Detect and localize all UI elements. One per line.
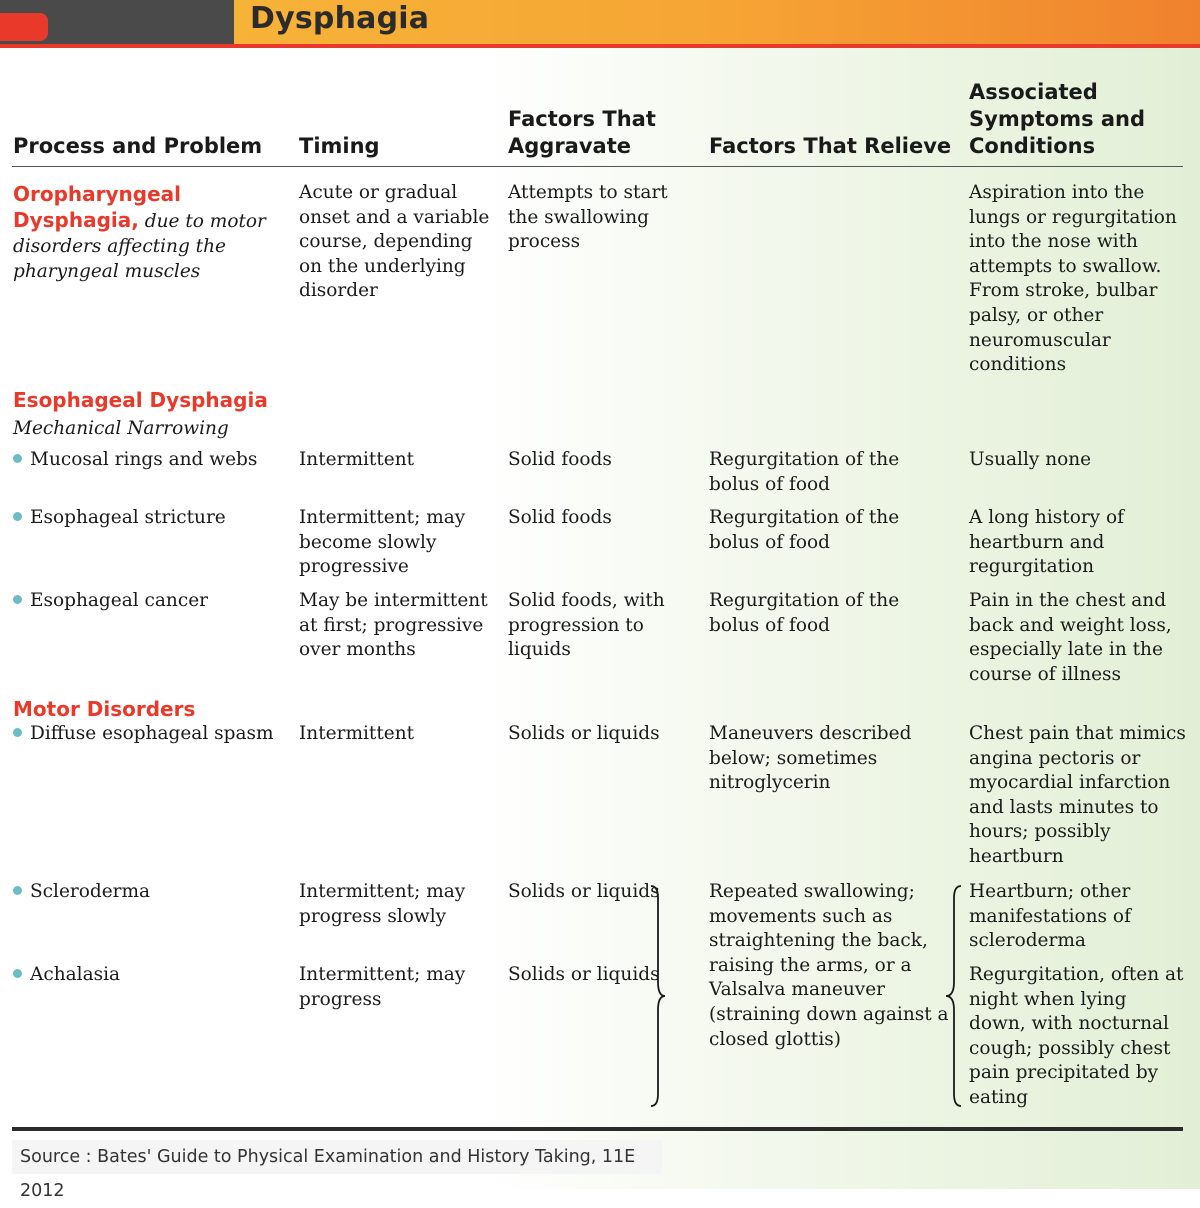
text-line: neuromuscular — [969, 329, 1111, 351]
header-associated-line: Conditions — [969, 134, 1096, 158]
text-line: Aspiration into the — [969, 182, 1145, 203]
row-label: Achalasia — [30, 964, 121, 985]
oro-aggravate — [508, 181, 668, 255]
scleroderma-aggravate — [508, 880, 660, 905]
text-line: Solid foods, with — [508, 590, 665, 611]
row-label: Mucosal rings and webs — [30, 449, 258, 470]
shared-relieve — [709, 880, 949, 1052]
text-line: back and weight loss, — [969, 614, 1172, 636]
rings-timing — [299, 448, 414, 473]
text-line: progress slowly — [299, 905, 447, 927]
text-line: at first; progressive — [299, 614, 484, 636]
stricture-name — [13, 506, 226, 531]
text-line: process — [508, 231, 581, 253]
oro-title-line1: Oropharyngeal — [13, 182, 182, 206]
stricture-timing — [299, 506, 465, 580]
cancer-timing — [299, 589, 488, 663]
text-line: bolus of food — [709, 614, 831, 636]
text-line: on the underlying — [299, 255, 466, 277]
left-curly-brace-icon — [942, 884, 964, 1108]
bullet-icon — [13, 512, 22, 521]
text-line: Intermittent; may — [299, 507, 466, 528]
header-process: Process and Problem — [13, 134, 263, 158]
cancer-relieve — [709, 589, 899, 638]
text-line: into the nose with — [969, 231, 1138, 253]
achalasia-aggravate — [508, 963, 660, 988]
cancer-aggravate — [508, 589, 665, 663]
oro-associated — [969, 181, 1177, 378]
page-title: Dysphagia — [250, 1, 430, 36]
title-bar-underline — [0, 44, 1200, 48]
spasm-aggravate — [508, 722, 660, 747]
text-line: Pain in the chest and — [969, 590, 1167, 611]
bullet-icon — [13, 595, 22, 604]
row-label: Esophageal cancer — [30, 590, 208, 611]
oro-timing — [299, 181, 489, 304]
text-line: Intermittent; may — [299, 881, 466, 902]
oro-desc: pharyngeal muscles — [13, 260, 201, 282]
text-line: liquids — [508, 639, 571, 661]
scleroderma-name — [13, 880, 150, 905]
text-line: disorder — [299, 280, 378, 302]
source-caption: Source : Bates' Guide to Physical Examination and History Taking, 11E 2012 — [12, 1140, 662, 1174]
stricture-associated — [969, 506, 1124, 580]
rings-associated — [969, 448, 1091, 473]
text-line: become slowly — [299, 531, 437, 553]
header-rule — [12, 166, 1183, 167]
bullet-icon — [13, 969, 22, 978]
stricture-aggravate — [508, 506, 612, 531]
text-line: eating — [969, 1086, 1029, 1108]
row-label: Diffuse esophageal spasm — [30, 723, 274, 744]
header-aggravate-line: Aggravate — [508, 134, 631, 158]
text-line: A long history of — [969, 507, 1124, 528]
bullet-icon — [13, 728, 22, 737]
text-line: bolus of food — [709, 473, 831, 495]
text-line: Maneuvers described — [709, 723, 912, 744]
header-associated-line: Symptoms and — [969, 107, 1146, 131]
eso-section-title: Esophageal Dysphagia — [13, 388, 268, 412]
text-line: night when lying — [969, 988, 1127, 1010]
text-line: onset and a variable — [299, 206, 490, 228]
bullet-icon — [13, 454, 22, 463]
text-line: scleroderma — [969, 930, 1086, 952]
scleroderma-associated — [969, 880, 1131, 954]
text-line: Solids or liquids — [508, 964, 660, 985]
row-label: Scleroderma — [30, 881, 151, 902]
achalasia-timing — [299, 963, 465, 1012]
text-line: Intermittent — [299, 723, 415, 744]
text-line: Solid foods — [508, 507, 612, 528]
header-associated — [969, 79, 1145, 160]
title-bar-red-tab — [0, 13, 48, 41]
text-line: Regurgitation, often at — [969, 964, 1184, 985]
oro-desc: due to motor — [138, 211, 266, 232]
text-line: progression to — [508, 614, 644, 636]
text-line: down, with nocturnal — [969, 1013, 1169, 1035]
stricture-relieve — [709, 506, 899, 555]
text-line: course of illness — [969, 663, 1122, 685]
cancer-associated — [969, 589, 1172, 687]
header-timing: Timing — [299, 134, 380, 158]
spasm-relieve — [709, 722, 911, 796]
text-line: bolus of food — [709, 531, 831, 553]
bullet-icon — [13, 886, 22, 895]
text-line: heartburn — [969, 845, 1064, 867]
oro-process-cell — [13, 181, 293, 284]
motor-section-title: Motor Disorders — [13, 697, 196, 721]
text-line: cough; possibly chest — [969, 1037, 1171, 1059]
achalasia-associated — [969, 963, 1184, 1111]
text-line: Regurgitation of the — [709, 449, 900, 470]
header-associated-line: Associated — [969, 80, 1098, 104]
text-line: Heartburn; other — [969, 881, 1131, 902]
text-line: Acute or gradual — [299, 182, 458, 203]
scleroderma-timing — [299, 880, 465, 929]
right-curly-brace-icon — [648, 884, 668, 1108]
text-line: movements such as — [709, 905, 893, 927]
text-line: below; sometimes — [709, 747, 878, 769]
rings-relieve — [709, 448, 899, 497]
text-line: Repeated swallowing; — [709, 881, 915, 902]
text-line: attempts to swallow. — [969, 255, 1162, 277]
text-line: palsy, or other — [969, 304, 1104, 326]
text-line: pain precipitated by — [969, 1062, 1159, 1084]
text-line: Solids or liquids — [508, 881, 660, 902]
text-line: manifestations of — [969, 905, 1131, 927]
row-label: Esophageal stricture — [30, 507, 226, 528]
eso-subtitle: Mechanical Narrowing — [13, 418, 229, 439]
rings-name — [13, 448, 257, 473]
text-line: lungs or regurgitation — [969, 206, 1177, 228]
text-line: Regurgitation of the — [709, 507, 900, 528]
text-line: May be intermittent — [299, 590, 488, 611]
text-line: the swallowing — [508, 206, 650, 228]
header-relieve: Factors That Relieve — [709, 134, 952, 158]
rings-aggravate — [508, 448, 612, 473]
text-line: (straining down against a — [709, 1003, 949, 1025]
text-line: progress — [299, 988, 382, 1010]
text-line: closed glottis) — [709, 1028, 841, 1050]
oro-title-line2 — [13, 207, 293, 235]
text-line: course, depending — [299, 231, 473, 253]
cancer-name — [13, 589, 208, 614]
text-line: Intermittent — [299, 449, 415, 470]
text-line: Chest pain that mimics — [969, 723, 1186, 744]
text-line: raising the arms, or a — [709, 954, 912, 976]
spasm-associated — [969, 722, 1186, 870]
text-line: progressive — [299, 556, 409, 578]
text-line: straightening the back, — [709, 930, 928, 952]
bottom-rule — [12, 1127, 1183, 1131]
oro-title-word: Dysphagia, — [13, 208, 139, 232]
text-line: Attempts to start — [508, 182, 668, 203]
text-line: heartburn and — [969, 531, 1105, 553]
text-line: Intermittent; may — [299, 964, 466, 985]
text-line: nitroglycerin — [709, 772, 831, 794]
oro-desc: disorders affecting the — [13, 236, 226, 257]
text-line: hours; possibly — [969, 821, 1111, 843]
spasm-timing — [299, 722, 414, 747]
header-aggravate — [508, 106, 656, 160]
text-line: Regurgitation of the — [709, 590, 900, 611]
text-line: over months — [299, 639, 416, 661]
achalasia-name — [13, 963, 120, 988]
text-line: and lasts minutes to — [969, 796, 1159, 818]
text-line: angina pectoris or — [969, 747, 1141, 769]
text-line: conditions — [969, 354, 1067, 376]
text-line: Solid foods — [508, 449, 612, 470]
text-line: Usually none — [969, 449, 1092, 470]
text-line: especially late in the — [969, 639, 1163, 661]
header-aggravate-line: Factors That — [508, 107, 656, 131]
text-line: myocardial infarction — [969, 772, 1171, 794]
text-line: From stroke, bulbar — [969, 280, 1158, 302]
spasm-name — [13, 722, 274, 747]
text-line: regurgitation — [969, 556, 1095, 578]
text-line: Valsalva maneuver — [709, 979, 886, 1001]
text-line: Solids or liquids — [508, 723, 660, 744]
